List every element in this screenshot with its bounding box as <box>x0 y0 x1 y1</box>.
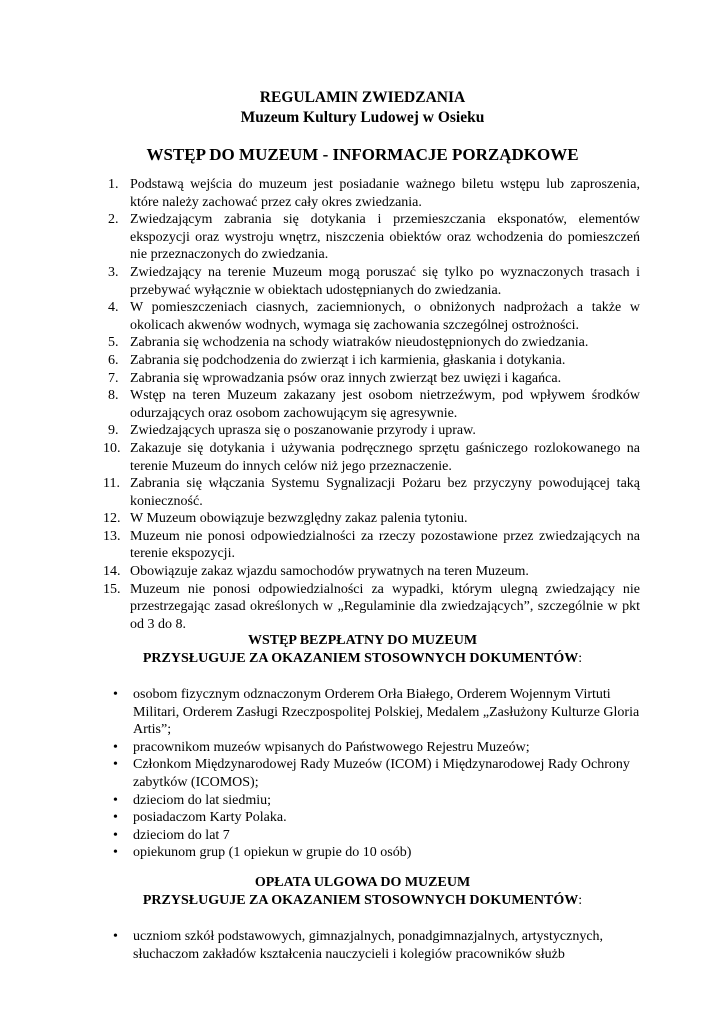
bullet-icon: • <box>113 827 118 843</box>
list-item-text: pracownikom muzeów wpisanych do Państwowego Rejestru Muzeów; <box>133 739 530 755</box>
rule-number: 3. <box>108 264 119 280</box>
list-item <box>0 844 725 862</box>
list-item <box>0 792 725 810</box>
rule-number: 14. <box>103 564 121 580</box>
free-entry-heading-text: WSTĘP BEZPŁATNY DO MUZEUM <box>247 633 478 648</box>
rule-text: Wstęp na teren Muzeum zakazany jest osobom nietrzeźwym, pod wpływem środków odurzających oraz osobom zachowującym się agresywnie. <box>130 388 640 421</box>
free-entry-heading-text: PRZYSŁUGUJE ZA OKAZANIEM STOSOWNYCH DOKUMENTÓW <box>142 651 579 666</box>
list-item-text: dzieciom do lat 7 <box>133 827 230 843</box>
rule-item <box>0 334 725 352</box>
reduced-fee-heading-text: PRZYSŁUGUJE ZA OKAZANIEM STOSOWNYCH DOKUMENTÓW <box>142 893 579 908</box>
rule-item <box>0 264 725 299</box>
rule-number: 8. <box>108 388 119 404</box>
rule-number: 7. <box>108 370 119 386</box>
bullet-icon: • <box>113 810 118 826</box>
rule-item <box>0 581 725 634</box>
rule-text: Zwiedzający na terenie Muzeum mogą poruszać się tylko po wyznaczonych trasach i przebywać wyłącznie w obiektach udostępnianych do zwiedzania. <box>130 264 640 298</box>
list-item <box>0 928 725 963</box>
rule-text: Zabrania się włączania Systemu Sygnalizacji Pożaru bez przyczyny powodującej taką konieczność. <box>130 476 640 509</box>
list-item-text: posiadaczom Karty Polaka. <box>133 810 287 826</box>
rule-text: Muzeum nie ponosi odpowiedzialności za wypadki, którym ulegną zwiedzający nie przestrzegając zasad określonych w „Regulaminie dla zwiedzających”, szczególnie w pkt od 3 do 8. <box>130 581 640 632</box>
list-item <box>0 756 725 791</box>
rule-item <box>0 440 725 475</box>
museum-name: Muzeum Kultury Ludowej w Osieku <box>240 109 485 126</box>
rule-number: 13. <box>103 528 121 544</box>
rule-text: Muzeum nie ponosi odpowiedzialności za rzeczy pozostawione przez zwiedzających na terenie ekspozycji. <box>130 528 640 562</box>
rule-number: 1. <box>108 177 119 192</box>
list-item-text: opiekunom grup (1 opiekun w grupie do 10 osób) <box>133 845 412 861</box>
rule-item <box>0 475 725 510</box>
rule-number: 9. <box>108 423 119 439</box>
rule-text: Zabrania się wchodzenia na schody wiatraków nieudostępnionych do zwiedzania. <box>130 335 589 351</box>
bullet-icon: • <box>113 929 118 944</box>
rule-text: Zwiedzających uprasza się o poszanowanie przyrody i upraw. <box>130 423 476 439</box>
rule-item <box>0 528 725 563</box>
rule-text: W pomieszczeniach ciasnych, zaciemnionych, o obniżonych nadprożach a także w okolicach akwenów wodnych, wymaga się zachowania szczególnej ostrożności. <box>130 300 640 333</box>
heading-colon: : <box>578 651 583 666</box>
reduced-fee-heading-line2 <box>0 892 725 910</box>
rule-number: 4. <box>108 300 119 316</box>
rule-text: Zabrania się podchodzenia do zwierząt i ich karmienia, głaskania i dotykania. <box>130 352 566 368</box>
rules-list <box>0 176 725 633</box>
document-title: REGULAMIN ZWIEDZANIA <box>259 89 466 106</box>
rule-text: Podstawą wejścia do muzeum jest posiadanie ważnego biletu wstępu lub zaproszenia, które należy zachować przez cały okres zwiedzania. <box>130 177 640 210</box>
bullet-icon: • <box>113 757 118 773</box>
list-item <box>0 739 725 757</box>
list-item-text: osobom fizycznym odznaczonym Orderem Orła Białego, Orderem Wojennym Virtuti Militari, Orderem Zasługi Rzeczpospolitej Polskiej, Medalem „Zasłużony Kulturze Gloria Artis”; <box>133 687 640 738</box>
rule-item <box>0 387 725 422</box>
rule-text: Obowiązuje zakaz wjazdu samochodów prywatnych na teren Muzeum. <box>130 564 529 580</box>
rule-item <box>0 370 725 388</box>
rule-number: 10. <box>103 440 121 456</box>
heading-colon: : <box>578 893 583 908</box>
list-item-text: Członkom Międzynarodowej Rady Muzeów (ICOM) i Międzynarodowej Rady Ochrony zabytków (ICOMOS); <box>133 757 630 790</box>
rule-number: 6. <box>108 352 119 368</box>
section-heading-rules: WSTĘP DO MUZEUM - INFORMACJE PORZĄDKOWE <box>146 145 579 164</box>
rule-number: 15. <box>103 581 121 597</box>
list-item <box>0 686 725 739</box>
bullet-icon: • <box>113 845 118 861</box>
rule-item <box>0 176 725 211</box>
rule-text: W Muzeum obowiązuje bezwzględny zakaz palenia tytoniu. <box>130 511 468 527</box>
rule-text: Zakazuje się dotykania i używania podręcznego sprzętu gaśniczego rozlokowanego na terenie Muzeum do innych celów niż jego przeznaczenie. <box>130 440 640 474</box>
list-item <box>0 809 725 827</box>
rule-item <box>0 299 725 334</box>
bullet-icon: • <box>113 739 118 755</box>
rule-text: Zabrania się wprowadzania psów oraz innych zwierząt bez uwięzi i kagańca. <box>130 370 562 386</box>
reduced-fee-list <box>0 928 725 963</box>
rule-number: 11. <box>103 476 120 492</box>
rule-item <box>0 352 725 370</box>
rule-item <box>0 510 725 528</box>
free-entry-list <box>0 686 725 862</box>
list-item-text: uczniom szkół podstawowych, gimnazjalnych, ponadgimnazjalnych, artystycznych, słuchaczom zakładów kształcenia nauczycieli i kolegiów pracowników służb <box>133 929 604 962</box>
rule-text: Zwiedzającym zabrania się dotykania i przemieszczania eksponatów, elementów ekspozycji oraz wystroju wnętrz, niszczenia obiektów oraz wchodzenia do pomieszczeń nie przeznaczonych do zwiedzania. <box>130 212 640 263</box>
list-item-text: dzieciom do lat siedmiu; <box>133 792 272 808</box>
rule-number: 2. <box>108 212 119 228</box>
reduced-fee-heading-line1 <box>0 874 725 892</box>
free-entry-heading-line2 <box>0 650 725 668</box>
reduced-fee-heading-text: OPŁATA ULGOWA DO MUZEUM <box>254 875 471 890</box>
free-entry-heading-line1 <box>0 632 725 650</box>
rule-item <box>0 422 725 440</box>
bullet-icon: • <box>113 792 118 808</box>
rule-number: 5. <box>108 335 119 351</box>
rule-number: 12. <box>103 511 121 527</box>
bullet-icon: • <box>113 687 118 702</box>
list-item <box>0 827 725 845</box>
rule-item <box>0 211 725 264</box>
rule-item <box>0 563 725 581</box>
